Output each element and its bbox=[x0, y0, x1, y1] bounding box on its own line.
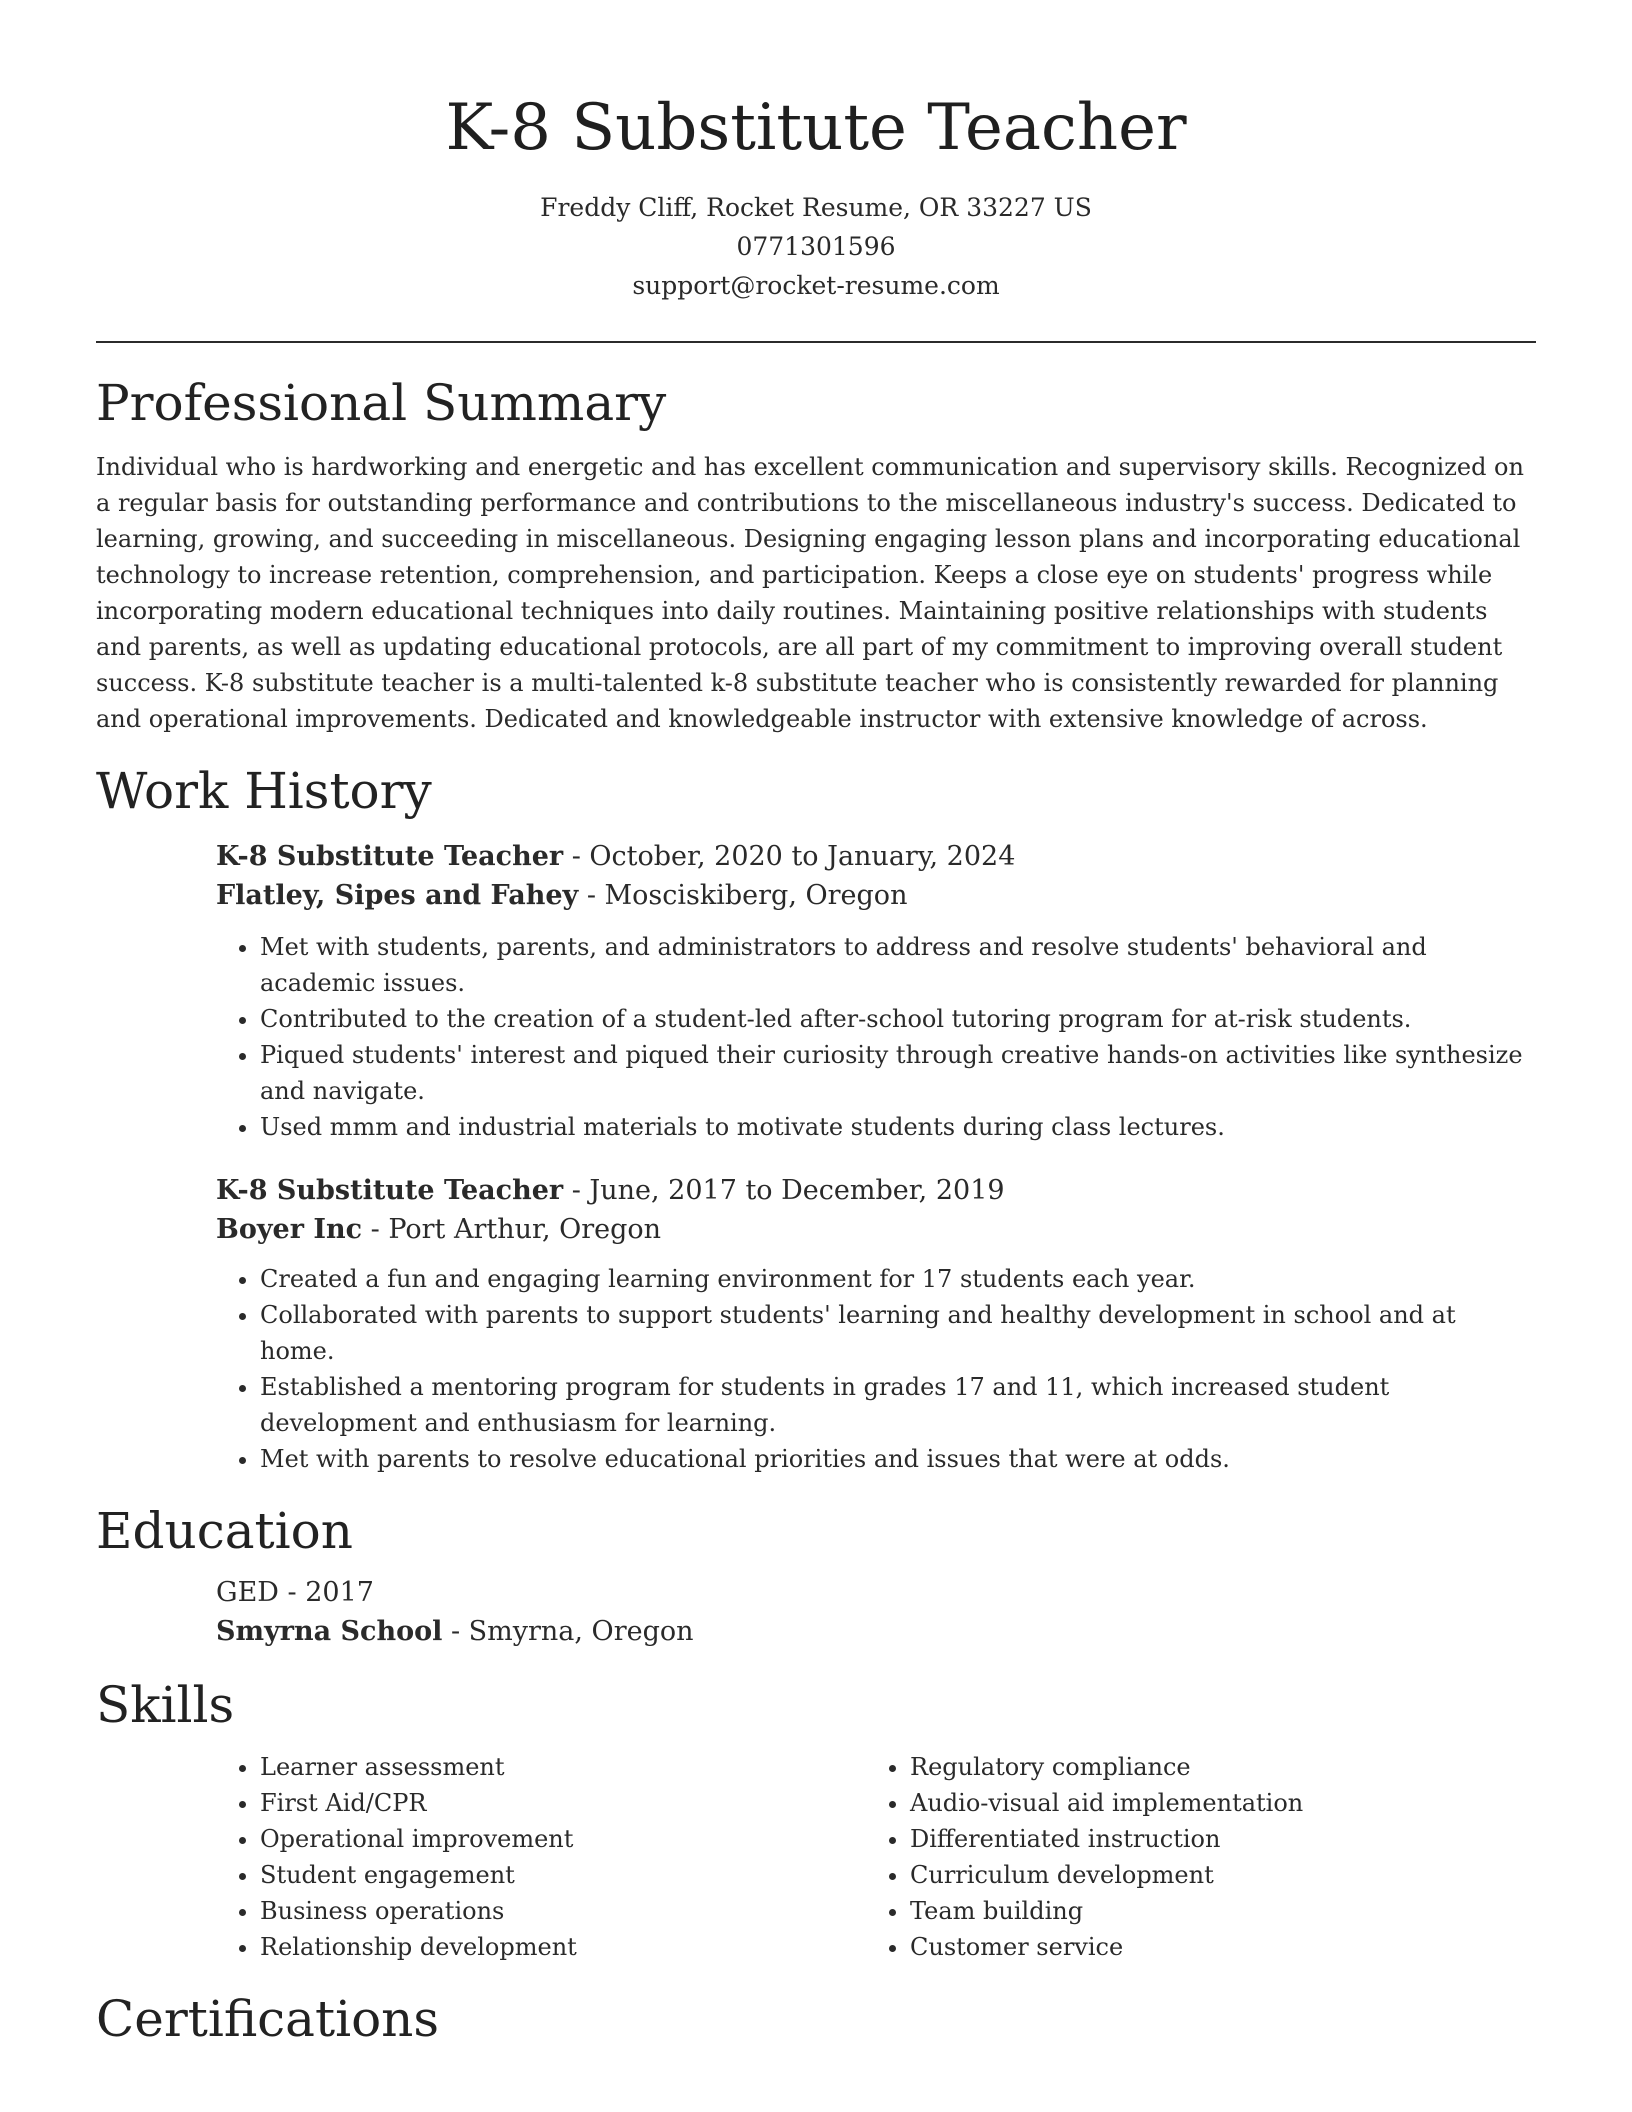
job-company: Boyer Inc bbox=[216, 1214, 363, 1245]
job-company: Flatley, Sipes and Fahey bbox=[216, 880, 579, 911]
job-bullet: • Met with students, parents, and administrators to address and resolve students' behavioral and academic issues. bbox=[260, 929, 1536, 1001]
skill-item: • Learner assessment bbox=[260, 1749, 866, 1785]
education-school-line bbox=[216, 1612, 1536, 1651]
education-heading: Education bbox=[96, 1502, 353, 1560]
job-bullet: • Collaborated with parents to support students' learning and healthy development in school and at home. bbox=[260, 1297, 1536, 1369]
certifications-section bbox=[96, 1987, 1536, 2051]
job-bullet: • Used mmm and industrial materials to motivate students during class lectures. bbox=[260, 1109, 1536, 1145]
job-title: K-8 Substitute Teacher bbox=[216, 841, 564, 872]
skills-column-right bbox=[866, 1749, 1516, 1965]
skill-item: • Team building bbox=[910, 1893, 1516, 1929]
job-location: - Port Arthur, Oregon bbox=[362, 1214, 662, 1245]
summary-heading: Professional Summary bbox=[96, 374, 667, 432]
contact-phone: 0771301596 bbox=[736, 232, 896, 261]
skills-column-left bbox=[216, 1749, 866, 1965]
job-bullet: • Established a mentoring program for students in grades 17 and 11, which increased student development and enthusiasm for learning. bbox=[260, 1369, 1536, 1441]
summary-section bbox=[96, 371, 1536, 737]
work-section bbox=[96, 759, 1536, 1477]
certifications-heading: Certifications bbox=[96, 1990, 440, 2048]
job-dates: - June, 2017 to December, 2019 bbox=[563, 1175, 1005, 1206]
job-bullets bbox=[216, 1261, 1536, 1477]
skill-item: • Differentiated instruction bbox=[910, 1821, 1516, 1857]
skill-item: • Student engagement bbox=[260, 1857, 866, 1893]
job-title-line bbox=[216, 1171, 1536, 1210]
resume-page bbox=[96, 0, 1536, 2051]
work-heading: Work History bbox=[96, 762, 432, 820]
skill-item: • Customer service bbox=[910, 1929, 1516, 1965]
skills-grid bbox=[216, 1749, 1536, 1965]
job-company-line bbox=[216, 1210, 1536, 1249]
job-entry bbox=[216, 1171, 1536, 1477]
skill-item: • Audio-visual aid implementation bbox=[910, 1785, 1516, 1821]
skill-item: • Regulatory compliance bbox=[910, 1749, 1516, 1785]
job-title-line bbox=[216, 837, 1536, 876]
skills-list-right bbox=[866, 1749, 1516, 1965]
job-bullet: • Created a fun and engaging learning environment for 17 students each year. bbox=[260, 1261, 1536, 1297]
education-entry bbox=[216, 1573, 1536, 1651]
contact-address: Freddy Cliff, Rocket Resume, OR 33227 US bbox=[540, 193, 1092, 222]
education-section bbox=[96, 1499, 1536, 1651]
job-bullet: • Contributed to the creation of a student-led after-school tutoring program for at-risk students. bbox=[260, 1001, 1536, 1037]
job-dates: - October, 2020 to January, 2024 bbox=[563, 841, 1016, 872]
header-divider bbox=[96, 341, 1536, 343]
skills-list-left bbox=[216, 1749, 866, 1965]
skill-item: • First Aid/CPR bbox=[260, 1785, 866, 1821]
skill-item: • Curriculum development bbox=[910, 1857, 1516, 1893]
skills-section bbox=[96, 1673, 1536, 1965]
job-bullet: • Met with parents to resolve educational priorities and issues that were at odds. bbox=[260, 1441, 1536, 1477]
skill-item: • Relationship development bbox=[260, 1929, 866, 1965]
job-bullet: • Piqued students' interest and piqued their curiosity through creative hands-on activities like synthesize and navigate. bbox=[260, 1037, 1536, 1109]
resume-title: K-8 Substitute Teacher bbox=[445, 91, 1187, 165]
education-degree-line bbox=[216, 1573, 1536, 1612]
summary-text: Individual who is hardworking and energetic and has excellent communication and supervisory skills. Recognized on a regular basis for outstanding performance and contributions to the miscellaneous industry's success. Dedicated to learning, growing, and succeeding in miscellaneous. Designing engaging lesson plans and incorporating educational technology to increase retention, comprehension, and participation. Keeps a close eye on students' progress while incorporating modern educational techniques into daily routines. Maintaining positive relationships with students and parents, as well as updating educational protocols, are all part of my commitment to improving overall student success. K-8 substitute teacher is a multi-talented k-8 substitute teacher who is consistently rewarded for planning and operational improvements. Dedicated and knowledgeable instructor with extensive knowledge of across. bbox=[96, 453, 1524, 733]
job-company-line bbox=[216, 876, 1536, 915]
job-bullets bbox=[216, 929, 1536, 1145]
skill-item: • Operational improvement bbox=[260, 1821, 866, 1857]
education-year: - 2017 bbox=[278, 1577, 374, 1608]
resume-header bbox=[96, 0, 1536, 305]
job-entry bbox=[216, 837, 1536, 1145]
education-location: - Smyrna, Oregon bbox=[442, 1616, 694, 1647]
job-title: K-8 Substitute Teacher bbox=[216, 1175, 564, 1206]
contact-block bbox=[96, 188, 1536, 305]
contact-email: support@rocket-resume.com bbox=[632, 271, 1000, 300]
skills-heading: Skills bbox=[96, 1676, 235, 1734]
job-location: - Mosciskiberg, Oregon bbox=[578, 880, 908, 911]
education-degree: GED bbox=[216, 1577, 279, 1608]
skill-item: • Business operations bbox=[260, 1893, 866, 1929]
education-school: Smyrna School bbox=[216, 1616, 443, 1647]
